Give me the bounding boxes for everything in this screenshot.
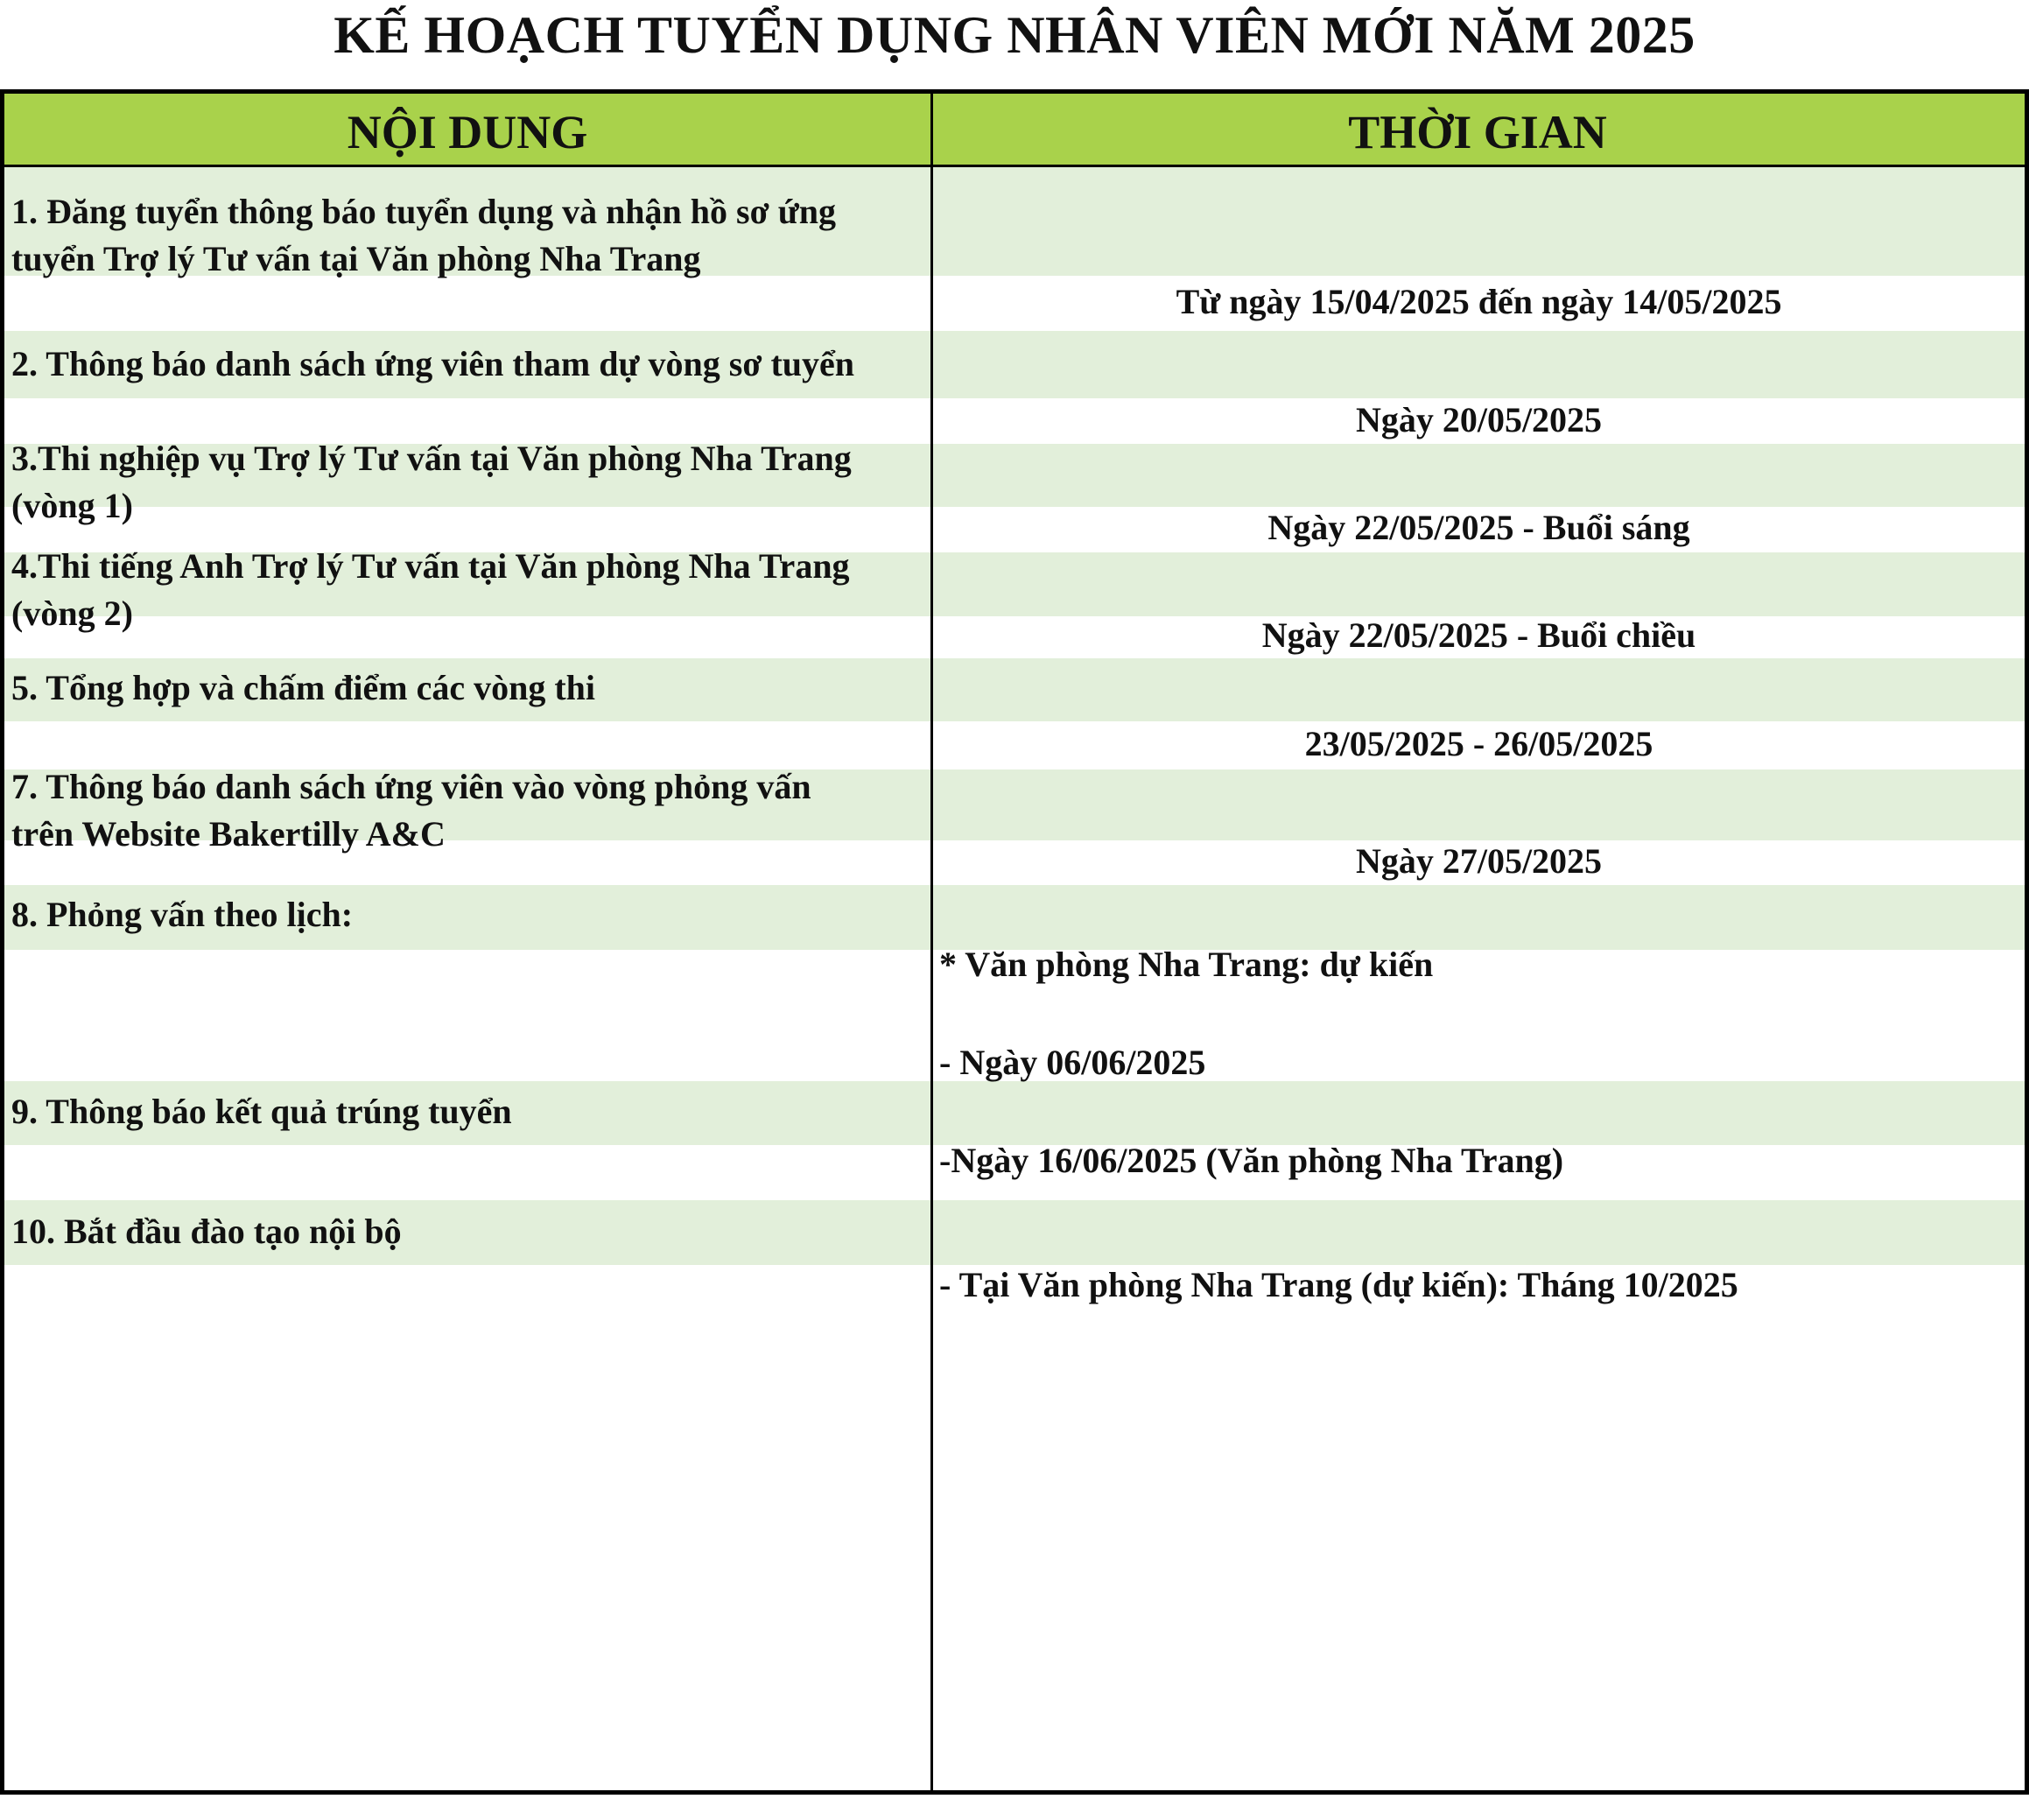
step-5-content: 5. Tổng hợp và chấm điểm các vòng thi <box>11 668 596 707</box>
table-header <box>4 94 2025 167</box>
step-4-time: Ngày 22/05/2025 - Buổi chiều <box>1261 615 1696 655</box>
step-5-time: 23/05/2025 - 26/05/2025 <box>1304 724 1653 763</box>
step-7-content <box>11 763 922 858</box>
step-2-content: 2. Thông báo danh sách ứng viên tham dự vòng sơ tuyển <box>11 344 855 383</box>
step-9-time: -Ngày 16/06/2025 (Văn phòng Nha Trang) <box>939 1141 1564 1180</box>
header-content: NỘI DUNG <box>347 106 588 158</box>
step-7-content-line: trên Website Bakertilly A&C <box>11 814 446 854</box>
row-band <box>4 1265 2025 1790</box>
step-3-time: Ngày 22/05/2025 - Buổi sáng <box>1267 508 1690 547</box>
step-2-time: Ngày 20/05/2025 <box>1355 400 1603 439</box>
header-time: THỜI GIAN <box>1348 106 1607 158</box>
column-divider <box>930 94 933 1790</box>
page-title: KẾ HOẠCH TUYỂN DỤNG NHÂN VIÊN MỚI NĂM 2025 <box>333 6 1696 64</box>
step-1-content-line: 1. Đăng tuyển thông báo tuyển dụng và nhận hồ sơ ứng <box>11 192 837 231</box>
step-1-content-line: tuyển Trợ lý Tư vấn tại Văn phòng Nha Trang <box>11 239 701 278</box>
step-1-content <box>11 188 922 283</box>
step-4-content <box>11 543 922 637</box>
step-10-time: - Tại Văn phòng Nha Trang (dự kiến): Tháng 10/2025 <box>939 1265 1738 1304</box>
step-1-time: Từ ngày 15/04/2025 đến ngày 14/05/2025 <box>1176 282 1782 321</box>
recruitment-schedule-table <box>0 89 2029 1795</box>
step-4-content-line: 4.Thi tiếng Anh Trợ lý Tư vấn tại Văn phòng Nha Trang <box>11 546 850 586</box>
step-3-content-line: (vòng 1) <box>11 486 133 525</box>
step-8-content: 8. Phỏng vấn theo lịch: <box>11 895 354 934</box>
step-4-content-line: (vòng 2) <box>11 594 133 633</box>
step-7-content-line: 7. Thông báo danh sách ứng viên vào vòng phỏng vấn <box>11 767 811 806</box>
step-3-content <box>11 435 922 530</box>
step-10-content: 10. Bắt đầu đào tạo nội bộ <box>11 1212 402 1251</box>
step-9-content: 9. Thông báo kết quả trúng tuyển <box>11 1092 512 1131</box>
step-3-content-line: 3.Thi nghiệp vụ Trợ lý Tư vấn tại Văn phòng Nha Trang <box>11 439 852 478</box>
step-8-time-office: * Văn phòng Nha Trang: dự kiến <box>939 945 1434 984</box>
step-7-time: Ngày 27/05/2025 <box>1355 841 1603 881</box>
step-8-time-date: - Ngày 06/06/2025 <box>939 1043 1206 1082</box>
